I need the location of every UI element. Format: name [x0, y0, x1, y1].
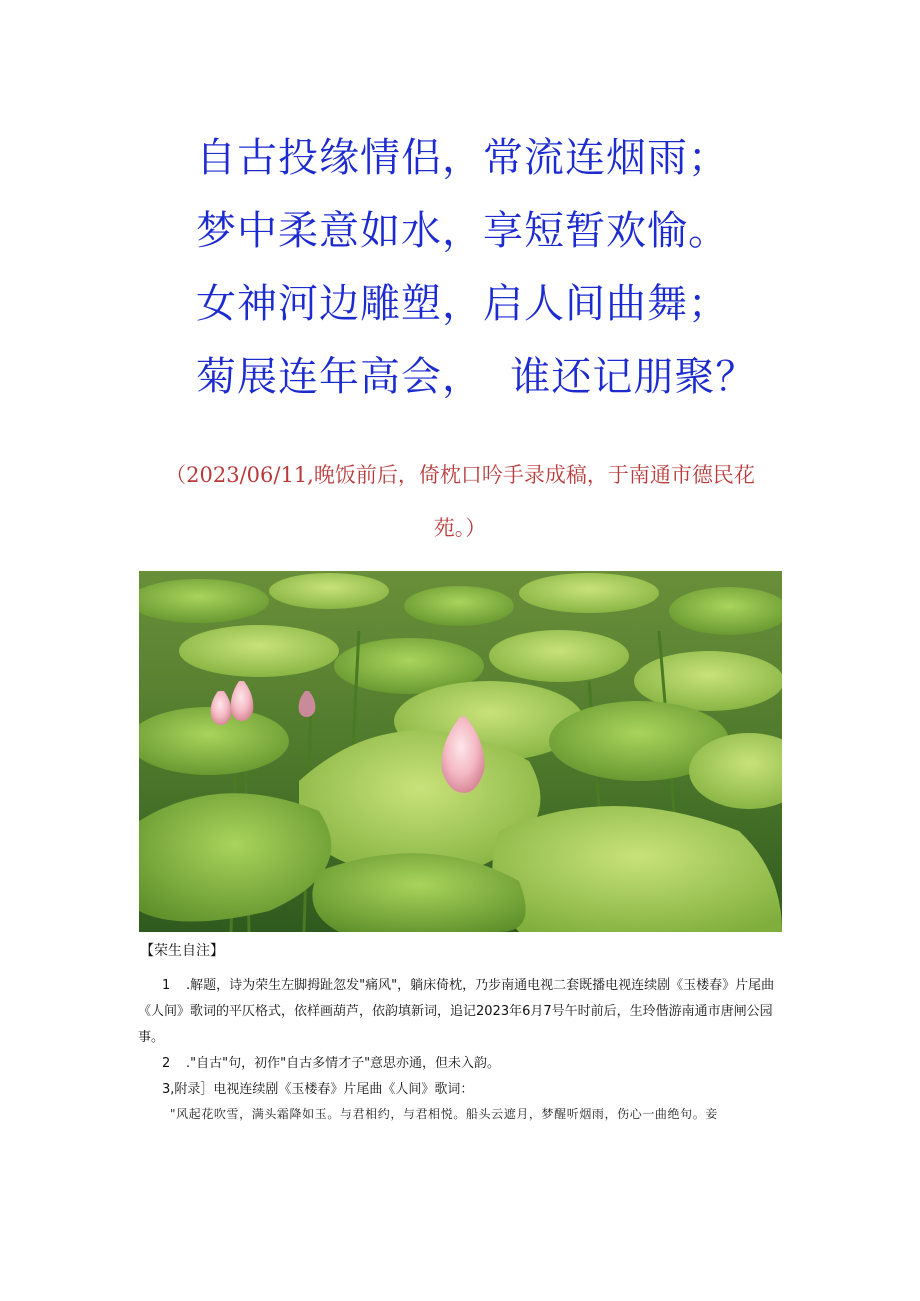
commentary-item-1-number: 1: [162, 978, 171, 993]
commentary-item-2-number: 2: [162, 1056, 171, 1071]
poem-line-3: 女神河边雕塑，启人间曲舞；: [196, 281, 729, 327]
commentary-item-3: [138, 1077, 788, 1103]
poem-line-4: 菊展连年高会， 谁还记朋聚？: [196, 354, 757, 400]
lotus-pond-photo: [139, 571, 782, 932]
commentary: [138, 941, 788, 1125]
commentary-item-2: [138, 1051, 788, 1077]
commentary-item-1: [138, 973, 788, 1051]
commentary-heading: 【荣生自注】: [140, 943, 224, 959]
poem: [196, 122, 756, 414]
poem-line-1: 自古投缘情侣，常流连烟雨；: [196, 135, 729, 181]
commentary-item-3-text: 3,附录］电视连续剧《玉楼春》片尾曲《人间》歌词：: [162, 1082, 474, 1097]
commentary-item-1-text: .解题，诗为荣生左脚拇趾忽发"痛风"，躺床倚枕，乃步南通电视二套既播电视连续剧《玉楼春》片尾曲《人间》歌词的平仄格式，依样画葫芦，依韵填新词，追记2023年6月7号午时前后，生玲偕游南通市唐闸公园事。: [138, 978, 775, 1045]
composition-note: （2023/06/11,晚饭前后，倚枕口吟手录成稿，于南通市德民花苑。）: [165, 463, 755, 540]
poem-line-2: 梦中柔意如水，享短暂欢愉。: [196, 208, 729, 254]
commentary-item-2-text: ."自古"句，初作"自古多情才子"意思亦通，但未入韵。: [186, 1056, 501, 1071]
lyric-excerpt: "风起花吹雪，满头霜降如玉。与君相约，与君相悦。船头云遮月，梦醒听烟雨，伤心一曲绝句。妾: [170, 1107, 718, 1121]
